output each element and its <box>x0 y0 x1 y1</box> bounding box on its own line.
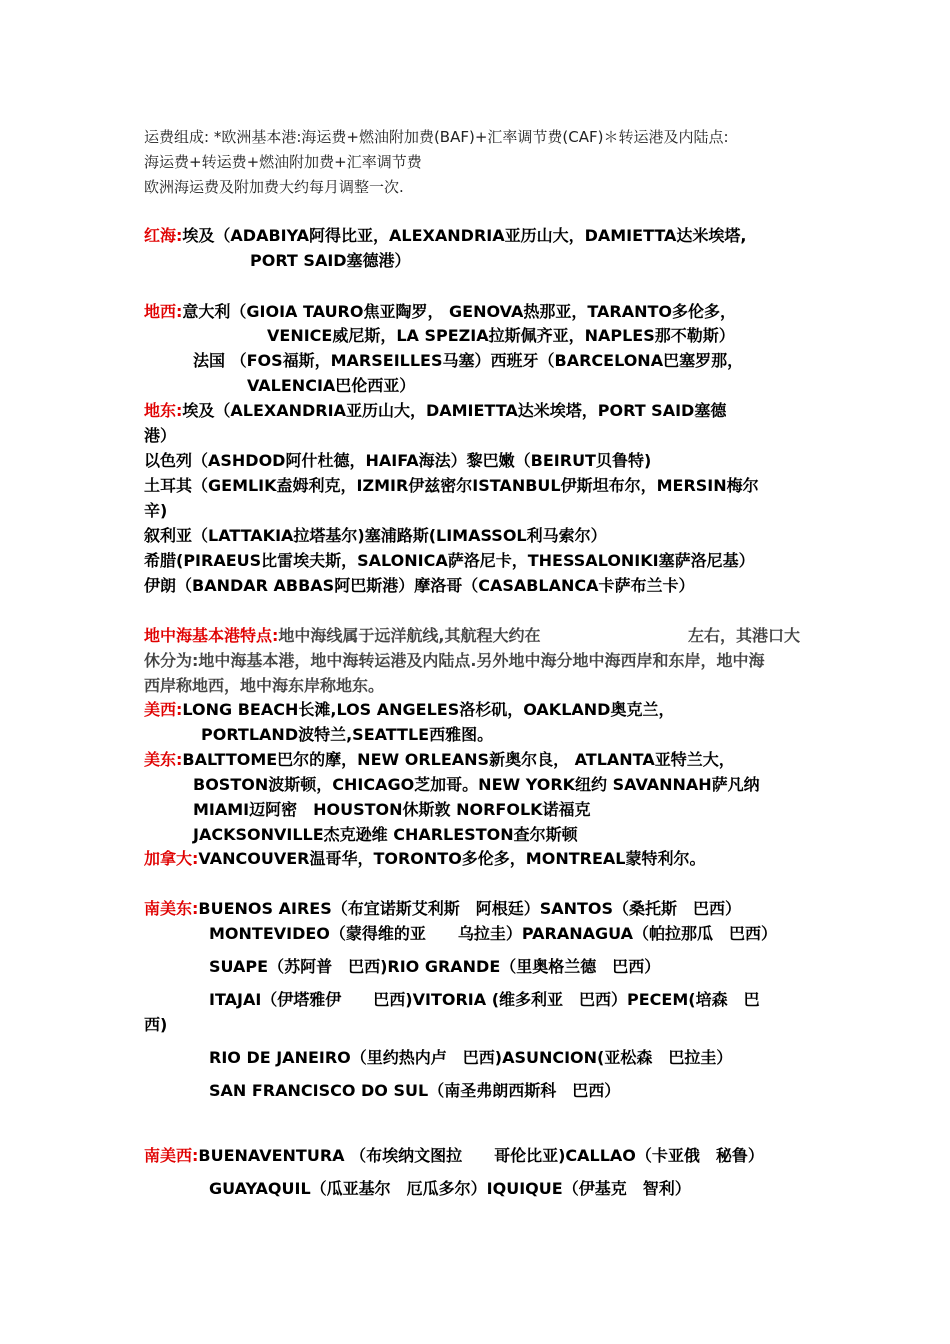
med-basic-line-3: 西岸称地西，地中海东岸称地东。 <box>144 676 385 695</box>
intro-line-3: 欧洲海运费及附加费大约每月调整一次. <box>144 178 404 196</box>
med-east-line-7: 希腊(PIRAEUS比雷埃夫斯，SALONICA萨洛尼卡，THESSALONIKI塞萨洛尼基） <box>144 551 755 570</box>
sa-east-label: 南美东: <box>144 899 199 918</box>
med-east-text: 埃及（ALEXANDRIA亚历山大，DAMIETTA达米埃塔，PORT SAID塞德 <box>182 401 727 420</box>
us-west-line-2: PORTLAND波特兰,SEATTLE西雅图。 <box>201 725 494 744</box>
med-west-label: 地西: <box>144 302 183 321</box>
us-east-line-1 <box>144 750 735 770</box>
med-west-line-2: VENICE威尼斯，LA SPEZIA拉斯佩齐亚，NAPLES那不勒斯） <box>267 326 735 345</box>
med-basic-line-1 <box>144 626 541 646</box>
red-sea-label: 红海: <box>144 226 183 245</box>
med-west-text: 意大利（GIOIA TAURO焦亚陶罗， GENOVA热那亚，TARANTO多伦多， <box>182 302 737 321</box>
sa-west-label: 南美西: <box>144 1146 199 1165</box>
med-east-line-3: 以色列（ASHDOD阿什杜德，HAIFA海法）黎巴嫩（BEIRUT贝鲁特) <box>144 451 652 470</box>
us-west-label: 美西: <box>144 700 183 719</box>
sa-east-line-4: ITAJAI（伊塔雅伊 巴西)VITORIA (维多利亚 巴西）PECEM(培森 巴 <box>209 990 760 1009</box>
med-basic-label: 地中海基本港特点: <box>144 626 279 645</box>
med-west-line-4: VALENCIA巴伦西亚） <box>247 376 416 395</box>
us-east-label: 美东: <box>144 750 183 769</box>
sa-west-text: BUENAVENTURA （布埃纳文图拉 哥伦比亚)CALLAO（卡亚俄 秘鲁） <box>198 1146 764 1165</box>
red-sea-text: 埃及（ADABIYA阿得比亚，ALEXANDRIA亚历山大，DAMIETTA达米埃塔, <box>182 226 747 245</box>
sa-west-line-1 <box>144 1146 764 1166</box>
sa-east-line-3: SUAPE（苏阿普 巴西)RIO GRANDE（里奥格兰德 巴西） <box>209 957 661 976</box>
sa-east-text: BUENOS AIRES（布宜诺斯艾利斯 阿根廷）SANTOS（桑托斯 巴西） <box>198 899 742 918</box>
sa-east-line-7: SAN FRANCISCO DO SUL（南圣弗朗西斯科 巴西） <box>209 1081 621 1100</box>
med-basic-line-2: 休分为:地中海基本港，地中海转运港及内陆点.另外地中海分地中海西岸和东岸，地中海 <box>144 651 765 670</box>
intro-line-1: 运费组成: *欧洲基本港:海运费+燃油附加费(BAF)+汇率调节费(CAF)＊转运港及内陆点: <box>144 128 729 146</box>
med-east-line-8: 伊朗（BANDAR ABBAS阿巴斯港）摩洛哥（CASABLANCA卡萨布兰卡） <box>144 576 695 595</box>
med-east-line-5: 辛) <box>144 501 168 520</box>
us-east-line-4: JACKSONVILLE杰克逊维 CHARLESTON查尔斯顿 <box>193 825 578 844</box>
med-east-line-1 <box>144 401 726 421</box>
sa-east-line-1 <box>144 899 741 919</box>
sa-west-line-2: GUAYAQUIL（瓜亚基尔 厄瓜多尔）IQUIQUE（伊基克 智利） <box>209 1179 691 1198</box>
canada-text: VANCOUVER温哥华，TORONTO多伦多，MONTREAL蒙特利尔。 <box>198 849 706 868</box>
med-east-line-2: 港） <box>144 426 177 445</box>
intro-line-2: 海运费+转运费+燃油附加费+汇率调节费 <box>144 153 422 171</box>
red-sea-line-2: PORT SAID塞德港） <box>250 251 411 270</box>
us-east-line-3: MIAMI迈阿密 HOUSTON休斯敦 NORFOLK诺福克 <box>193 800 591 819</box>
us-west-line-1 <box>144 700 674 720</box>
red-sea-line-1 <box>144 226 746 246</box>
sa-east-line-6: RIO DE JANEIRO（里约热内卢 巴西)ASUNCION(亚松森 巴拉圭） <box>209 1048 733 1067</box>
sa-east-line-2: MONTEVIDEO（蒙得维的亚 乌拉圭）PARANAGUA（帕拉那瓜 巴西） <box>209 924 778 943</box>
med-east-label: 地东: <box>144 401 183 420</box>
med-basic-line-1b: 左右，其港口大 <box>688 626 801 645</box>
med-east-line-6: 叙利亚（LATTAKIA拉塔基尔)塞浦路斯(LIMASSOL利马索尔） <box>144 526 607 545</box>
canada-label: 加拿大: <box>144 849 199 868</box>
us-east-line-2: BOSTON波斯顿，CHICAGO芝加哥。NEW YORK纽约 SAVANNAH萨凡纳 <box>193 775 760 794</box>
us-east-text: BALTTOME巴尔的摩，NEW ORLEANS新奥尔良， ATLANTA亚特兰大， <box>182 750 735 769</box>
med-east-line-4: 土耳其（GEMLIK盍姆利克，IZMIR伊兹密尔ISTANBUL伊斯坦布尔，MERSIN梅尔 <box>144 476 759 495</box>
us-west-text: LONG BEACH长滩,LOS ANGELES洛杉矶，OAKLAND奥克兰， <box>182 700 675 719</box>
med-basic-text-a: 地中海线属于远洋航线,其航程大约在 <box>278 626 541 645</box>
med-west-line-1 <box>144 302 736 322</box>
med-west-line-3: 法国 （FOS福斯，MARSEILLES马塞）西班牙（BARCELONA巴塞罗那， <box>193 351 744 370</box>
canada-line-1 <box>144 849 705 869</box>
sa-east-line-5: 西) <box>144 1015 168 1034</box>
